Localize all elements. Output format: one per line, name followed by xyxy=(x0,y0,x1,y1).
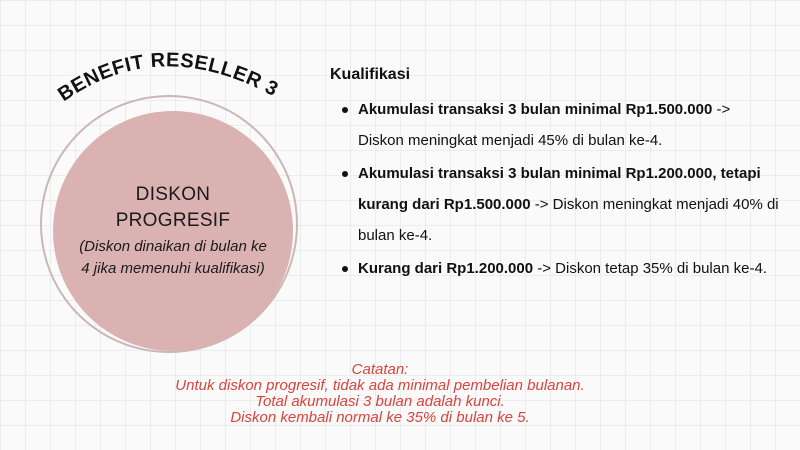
note-line: Diskon kembali normal ke 35% di bulan ke 5. xyxy=(230,409,530,426)
qualifications-list xyxy=(330,94,780,284)
qualification-bold: Akumulasi transaksi 3 bulan minimal Rp1.200.000, tetapi kurang dari Rp1.500.000 xyxy=(358,165,761,213)
progressive-discount-circle xyxy=(53,111,293,351)
note-block xyxy=(100,362,660,426)
circle-main-line-1: DISKON xyxy=(135,184,211,205)
qualification-rest: -> Diskon tetap 35% di bulan ke-4. xyxy=(533,260,767,277)
note-line: Catatan: xyxy=(351,361,409,378)
qualification-item xyxy=(358,253,780,284)
qualification-item xyxy=(358,94,780,156)
qualifications-section xyxy=(330,66,780,286)
note-line: Total akumulasi 3 bulan adalah kunci. xyxy=(255,393,505,410)
circle-main-line-2: PROGRESIF xyxy=(115,210,231,231)
qualification-item xyxy=(358,158,780,251)
qualification-bold: Kurang dari Rp1.200.000 xyxy=(358,260,534,277)
qualification-bold: Akumulasi transaksi 3 bulan minimal Rp1.500.000 xyxy=(358,101,713,118)
circle-subtitle: (Diskon dinaikan di bulan ke 4 jika memenuhi kualifikasi) xyxy=(79,238,267,277)
qualifications-heading: Kualifikasi xyxy=(330,66,411,83)
qualification-rest: -> Diskon meningkat menjadi 45% di bulan ke-4. xyxy=(358,101,731,149)
qualification-rest: -> Diskon meningkat menjadi 40% di bulan ke-4. xyxy=(358,196,779,244)
benefit-title-text: BENEFIT RESELLER 3 xyxy=(54,49,282,106)
note-line: Untuk diskon progresif, tidak ada minimal pembelian bulanan. xyxy=(175,377,585,394)
